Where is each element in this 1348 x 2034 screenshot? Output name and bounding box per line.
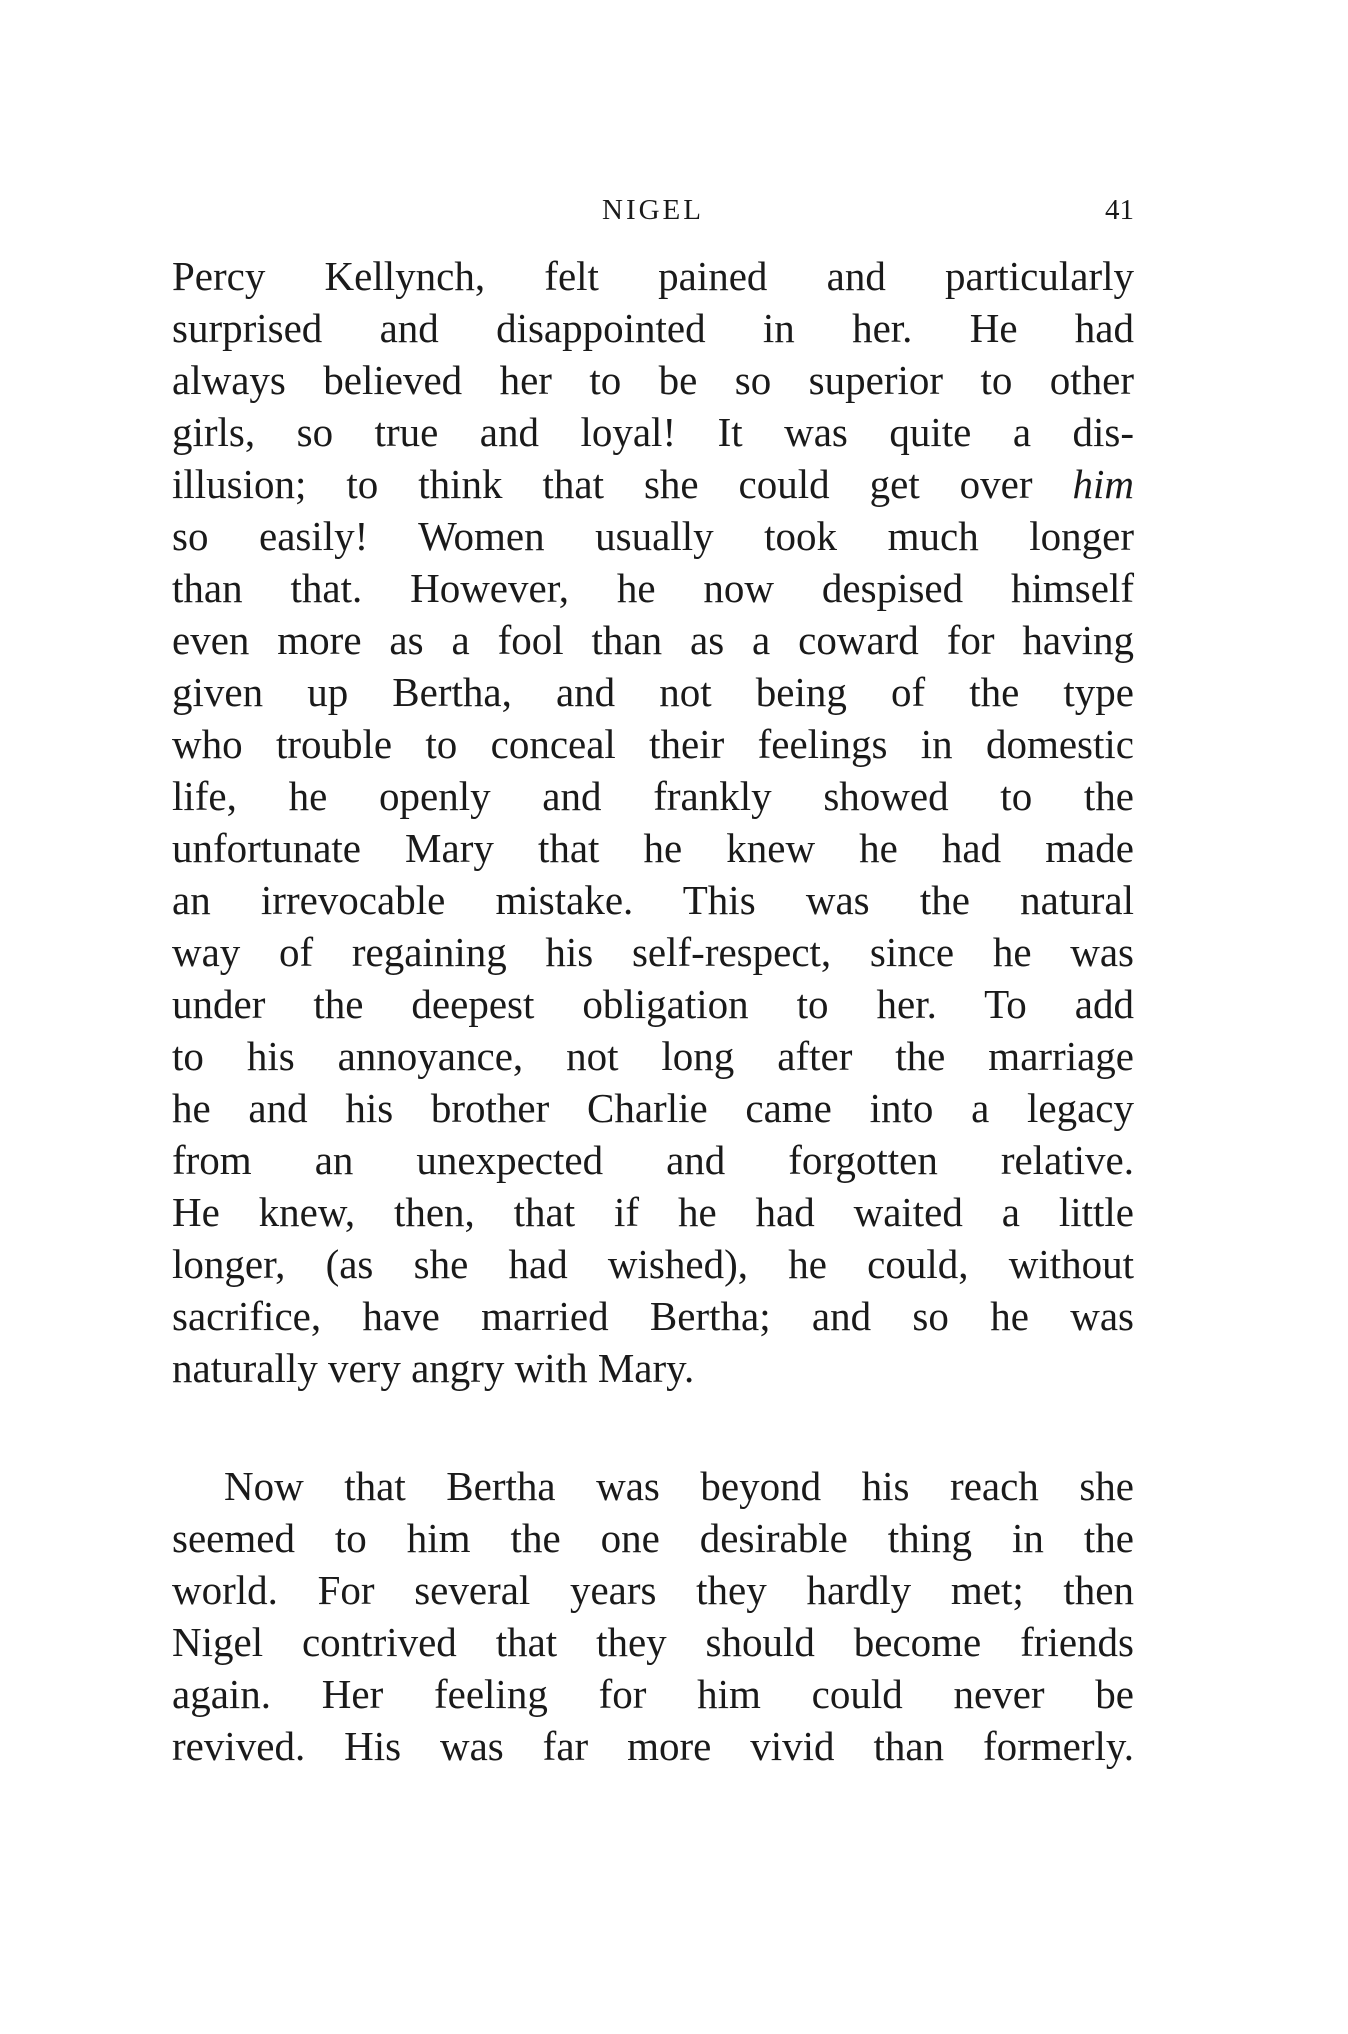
text-line: Nigel contrived that they should become friends [172, 1619, 1134, 1665]
text-line: under the deepest obligation to her. To add [172, 981, 1134, 1027]
text-line: he and his brother Charlie came into a legacy [172, 1085, 1134, 1131]
text-line: an irrevocable mistake. This was the natural [172, 877, 1134, 923]
paragraph-2 [172, 1460, 1134, 1772]
text-line: life, he openly and frankly showed to the [172, 773, 1134, 819]
text-line: girls, so true and loyal! It was quite a dis- [172, 409, 1134, 455]
text-line: naturally very angry with Mary. [172, 1345, 695, 1391]
text-line: seemed to him the one desirable thing in the [172, 1515, 1134, 1561]
text-line: surprised and disappointed in her. He had [172, 305, 1134, 351]
running-head [172, 190, 1134, 230]
text-line: unfortunate Mary that he knew he had made [172, 825, 1134, 871]
paragraph-1 [172, 250, 1134, 1394]
text-line: sacrifice, have married Bertha; and so he was [172, 1293, 1134, 1339]
text-line: way of regaining his self-respect, since he was [172, 929, 1134, 975]
text-line: He knew, then, that if he had waited a little [172, 1189, 1134, 1235]
text-line: to his annoyance, not long after the marriage [172, 1033, 1134, 1079]
running-title: NIGEL [602, 194, 704, 226]
text-line: again. Her feeling for him could never be [172, 1671, 1134, 1717]
text-line: world. For several years they hardly met; then [172, 1567, 1134, 1613]
text-line: who trouble to conceal their feelings in domestic [172, 721, 1134, 767]
page-number: 41 [1105, 194, 1134, 226]
text-line: than that. However, he now despised himself [172, 565, 1134, 611]
text-line: longer, (as she had wished), he could, without [172, 1241, 1134, 1287]
text-line: revived. His was far more vivid than formerly. [172, 1723, 1134, 1769]
text-line: from an unexpected and forgotten relative. [172, 1137, 1134, 1183]
text-line: always believed her to be so superior to other [172, 357, 1134, 403]
text-line: even more as a fool than as a coward for having [172, 617, 1134, 663]
text-line: Percy Kellynch, felt pained and particularly [172, 253, 1134, 299]
text-line: illusion; to think that she could get over him [172, 461, 1134, 507]
text-line: given up Bertha, and not being of the type [172, 669, 1134, 715]
text-line: so easily! Women usually took much longer [172, 513, 1134, 559]
text-line: Now that Bertha was beyond his reach she [224, 1463, 1134, 1509]
